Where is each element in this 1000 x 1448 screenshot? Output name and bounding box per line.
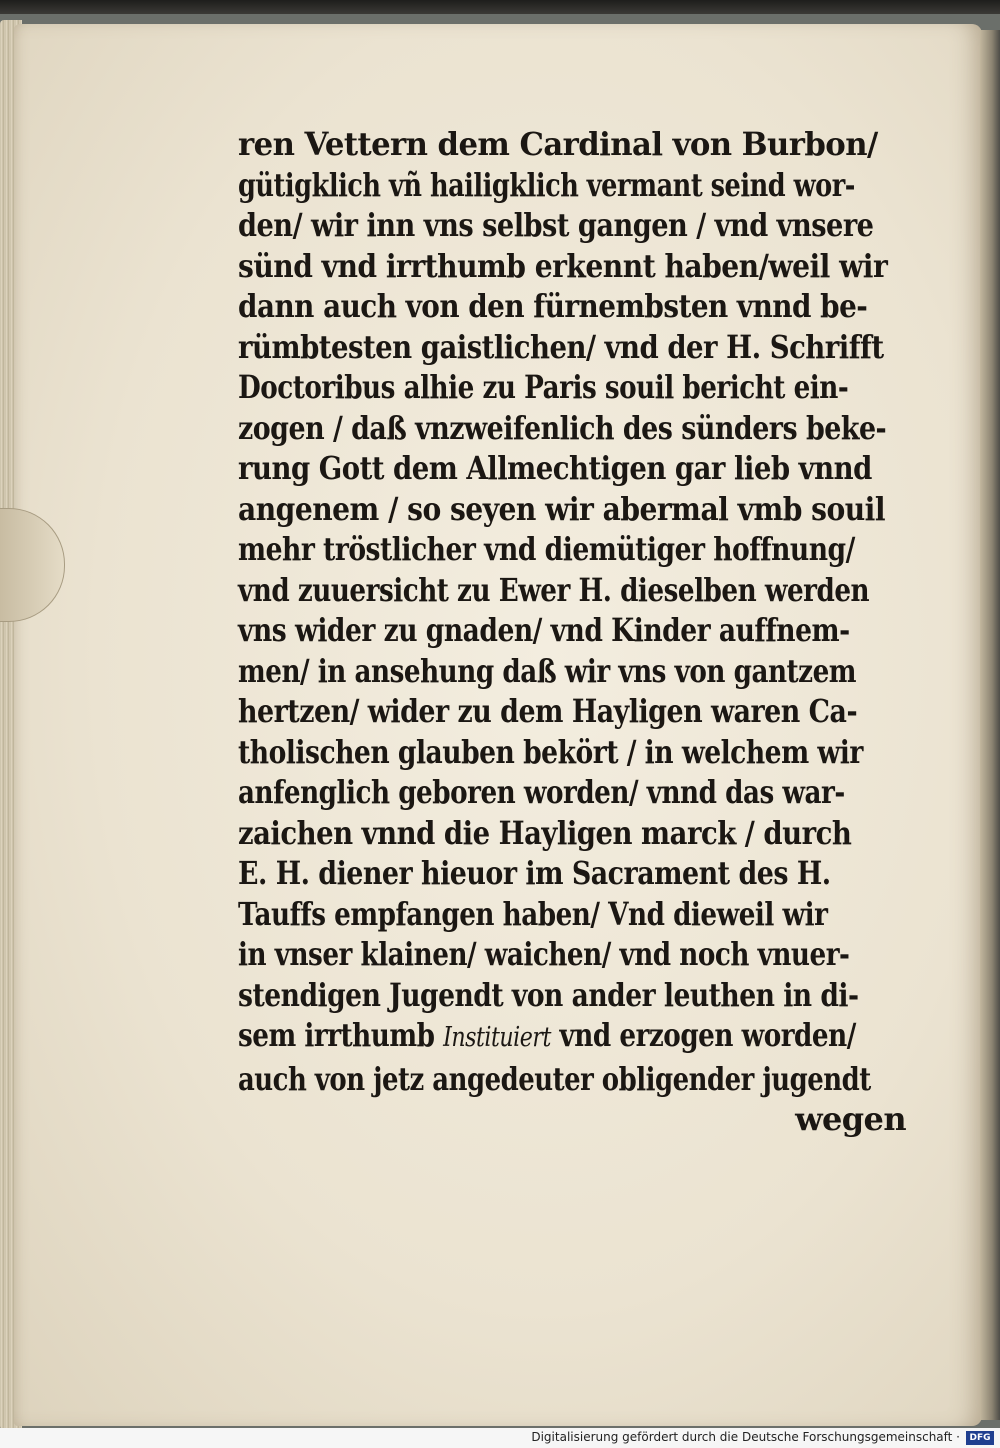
book-binding-edge <box>980 30 1000 1420</box>
text-line: gütigklich vñ hailigklich vermant seind wor- <box>238 165 855 204</box>
text-line: stendigen Jugendt von ander leuthen in di- <box>238 975 859 1014</box>
text-line: mehr tröstlicher vnd diemütiger hoffnung/ <box>238 530 855 568</box>
text-fragment: sem irrthumb <box>238 1016 435 1054</box>
text-line: auch von jetz angedeuter obligender jugendt <box>238 1059 871 1098</box>
text-line: dann auch von den fürnembsten vnnd be- <box>238 287 868 325</box>
text-line: Tauffs empfangen haben/ Vnd dieweil wir <box>238 894 828 933</box>
scan-top-shadow <box>0 0 1000 14</box>
text-line: rung Gott dem Allmechtigen gar lieb vnnd <box>238 449 872 487</box>
footer-bar <box>0 1428 1000 1448</box>
text-line: angenem / so seyen wir abermal vmb souil <box>238 489 886 528</box>
text-line: den/ wir inn vns selbst gangen / vnd vnsere <box>238 206 874 244</box>
text-line: Doctoribus alhie zu Paris souil bericht ein- <box>238 368 849 406</box>
printed-text-block <box>238 124 906 1140</box>
text-line: vnd zuuersicht zu Ewer H. dieselben werden <box>238 570 870 609</box>
text-line: in vnser klainen/ waichen/ vnd noch vnuer- <box>238 935 850 973</box>
text-line-with-italic <box>238 1015 856 1059</box>
catchword: wegen <box>795 1100 906 1138</box>
text-line: zogen / daß vnzweifenlich des sünders beke- <box>238 408 887 447</box>
text-line: ren Vettern dem Cardinal von Burbon/ <box>238 125 878 163</box>
text-line: tholischen glauben bekört / in welchem wir <box>238 732 863 771</box>
text-line: anfenglich geboren worden/ vnnd das war- <box>238 773 845 811</box>
text-line: men/ in ansehung daß wir vns von gantzem <box>238 651 857 690</box>
text-line: hertzen/ wider zu dem Hayligen waren Ca- <box>238 692 858 730</box>
text-line: zaichen vnnd die Hayligen marck / durch <box>238 813 852 852</box>
text-line: rümbtesten gaistlichen/ vnd der H. Schrifft <box>238 327 884 366</box>
funding-credit: Digitalisierung gefördert durch die Deutsche Forschungsgemeinschaft · <box>531 1430 960 1444</box>
italic-word: Instituiert <box>443 1022 551 1053</box>
dfg-logo-icon: DFG <box>966 1431 994 1445</box>
text-line: sünd vnd irrthumb erkennt haben/weil wir <box>238 246 888 285</box>
text-line: vns wider zu gnaden/ vnd Kinder auffnem- <box>238 611 850 649</box>
text-line: E. H. diener hieuor im Sacrament des H. <box>238 854 831 892</box>
text-fragment: vnd erzogen worden/ <box>550 1016 856 1054</box>
